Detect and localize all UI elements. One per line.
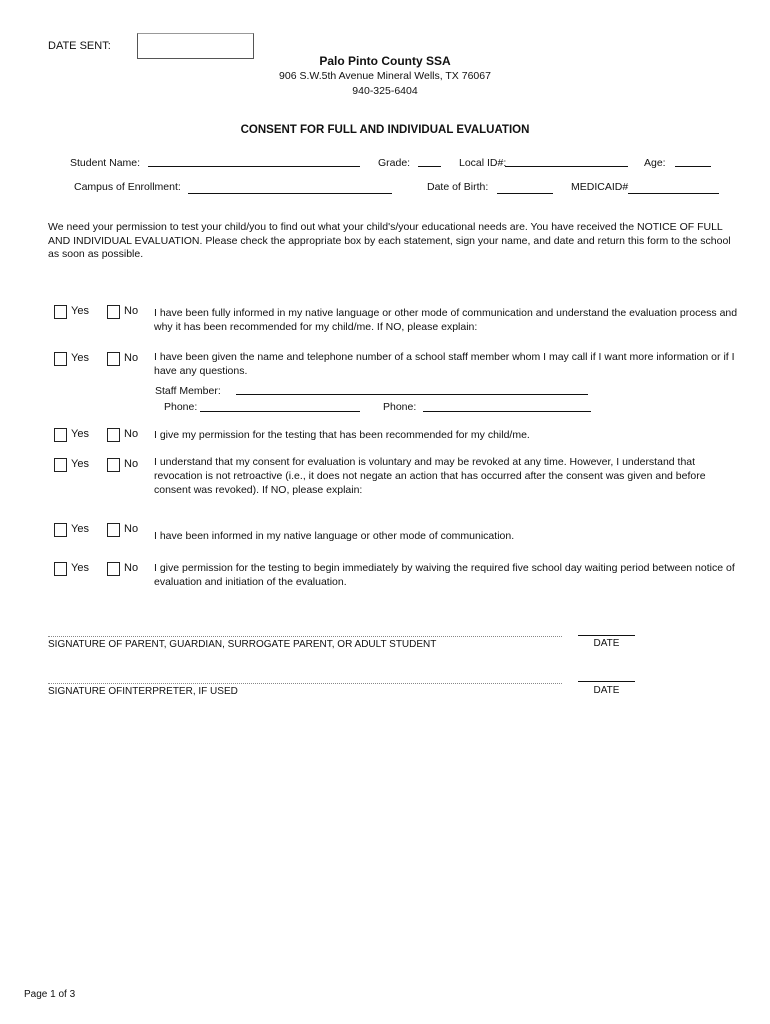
statement-2-no-label: No — [124, 352, 139, 364]
statement-1-no-checkbox[interactable] — [107, 305, 120, 319]
statement-6-text: I give permission for the testing to begin immediately by waiving the required five school day waiting period between notice of evaluation and initiation of the evaluation. — [154, 562, 735, 588]
statement-2-yes-label: Yes — [71, 352, 89, 364]
statement-4-text: I understand that my consent for evaluation is voluntary and may be revoked at any time. However, I understand that revocation is not retroactive (i.e., it does not negate an action that has occurred after the consent was given and before consent was revoked). If NO, please explain: — [154, 456, 706, 496]
staff-phone-label-1: Phone: — [164, 401, 198, 413]
statement-2-no-checkbox[interactable] — [107, 352, 120, 366]
statement-6-no-label: No — [124, 562, 139, 574]
statement-1-yes-checkbox[interactable] — [54, 305, 67, 319]
student-name-label: Student Name: — [70, 157, 141, 169]
parent-signature-field[interactable] — [48, 636, 562, 637]
staff-member-label: Staff Member: — [155, 385, 221, 397]
medicaid-label: MEDICAID# — [571, 181, 629, 193]
dob-field[interactable] — [497, 193, 553, 194]
grade-label: Grade: — [378, 157, 411, 169]
parent-date-label: DATE — [593, 638, 620, 649]
statement-5-no-label: No — [124, 523, 139, 535]
statement-3-no-checkbox[interactable] — [107, 428, 120, 442]
staff-phone-field-2[interactable] — [423, 411, 591, 412]
parent-signature-label: SIGNATURE OF PARENT, GUARDIAN, SURROGATE PARENT, OR ADULT STUDENT — [48, 639, 437, 650]
statement-3-yes-label: Yes — [71, 428, 89, 440]
interpreter-date-label: DATE — [593, 685, 620, 696]
staff-phone-field-1[interactable] — [200, 411, 360, 412]
statement-1-yes-label: Yes — [71, 305, 89, 317]
interpreter-signature-field[interactable] — [48, 683, 562, 684]
statement-3-yes-checkbox[interactable] — [54, 428, 67, 442]
student-name-field[interactable] — [148, 166, 360, 167]
interpreter-signature-label: SIGNATURE OFINTERPRETER, IF USED — [48, 686, 238, 697]
campus-field[interactable] — [188, 193, 392, 194]
intro-paragraph: We need your permission to test your child/you to find out what your child's/your educational needs are. You have received the NOTICE OF FULL AND INDIVIDUAL EVALUATION. Please check the appropriate box by each statement, sign your name, and date and return this form to the school as soon as possible. — [48, 221, 731, 260]
statement-4-no-checkbox[interactable] — [107, 458, 120, 472]
statement-3-text: I give my permission for the testing that has been recommended for my child/me. — [154, 429, 530, 441]
age-label: Age: — [644, 157, 666, 169]
campus-label: Campus of Enrollment: — [74, 181, 181, 193]
staff-phone-label-2: Phone: — [383, 401, 417, 413]
statement-4-yes-checkbox[interactable] — [54, 458, 67, 472]
statement-2-text: I have been given the name and telephone number of a school staff member whom I may call if I want more information or if I have any questions. — [154, 351, 735, 377]
statement-5-text: I have been informed in my native language or other mode of communication. — [154, 530, 515, 542]
statement-5-yes-checkbox[interactable] — [54, 523, 67, 537]
date-sent-label: DATE SENT: — [48, 40, 111, 52]
page-number: Page 1 of 3 — [24, 989, 76, 1000]
medicaid-field[interactable] — [628, 193, 719, 194]
statement-2-yes-checkbox[interactable] — [54, 352, 67, 366]
age-field[interactable] — [675, 166, 711, 167]
form-title: CONSENT FOR FULL AND INDIVIDUAL EVALUATION — [240, 124, 530, 136]
statement-4-no-label: No — [124, 458, 139, 470]
org-address: 906 S.W.5th Avenue Mineral Wells, TX 76067 — [279, 70, 491, 82]
parent-date-field[interactable] — [578, 635, 635, 636]
statement-6-yes-checkbox[interactable] — [54, 562, 67, 576]
org-name: Palo Pinto County SSA — [319, 54, 451, 68]
statement-4-yes-label: Yes — [71, 458, 89, 470]
statement-6-yes-label: Yes — [71, 562, 89, 574]
grade-field[interactable] — [418, 166, 441, 167]
local-id-label: Local ID#: — [459, 157, 507, 169]
statement-5-no-checkbox[interactable] — [107, 523, 120, 537]
statement-5-yes-label: Yes — [71, 523, 89, 535]
statement-6-no-checkbox[interactable] — [107, 562, 120, 576]
statement-1-text: I have been fully informed in my native language or other mode of communication and understand the evaluation process and why it has been recommended for my child/me. If NO, please explain: — [154, 307, 738, 333]
local-id-field[interactable] — [505, 166, 628, 167]
interpreter-date-field[interactable] — [578, 681, 635, 682]
org-phone: 940-325-6404 — [352, 85, 418, 97]
statement-3-no-label: No — [124, 428, 139, 440]
statement-1-no-label: No — [124, 305, 139, 317]
dob-label: Date of Birth: — [427, 181, 489, 193]
staff-member-field[interactable] — [236, 394, 588, 395]
